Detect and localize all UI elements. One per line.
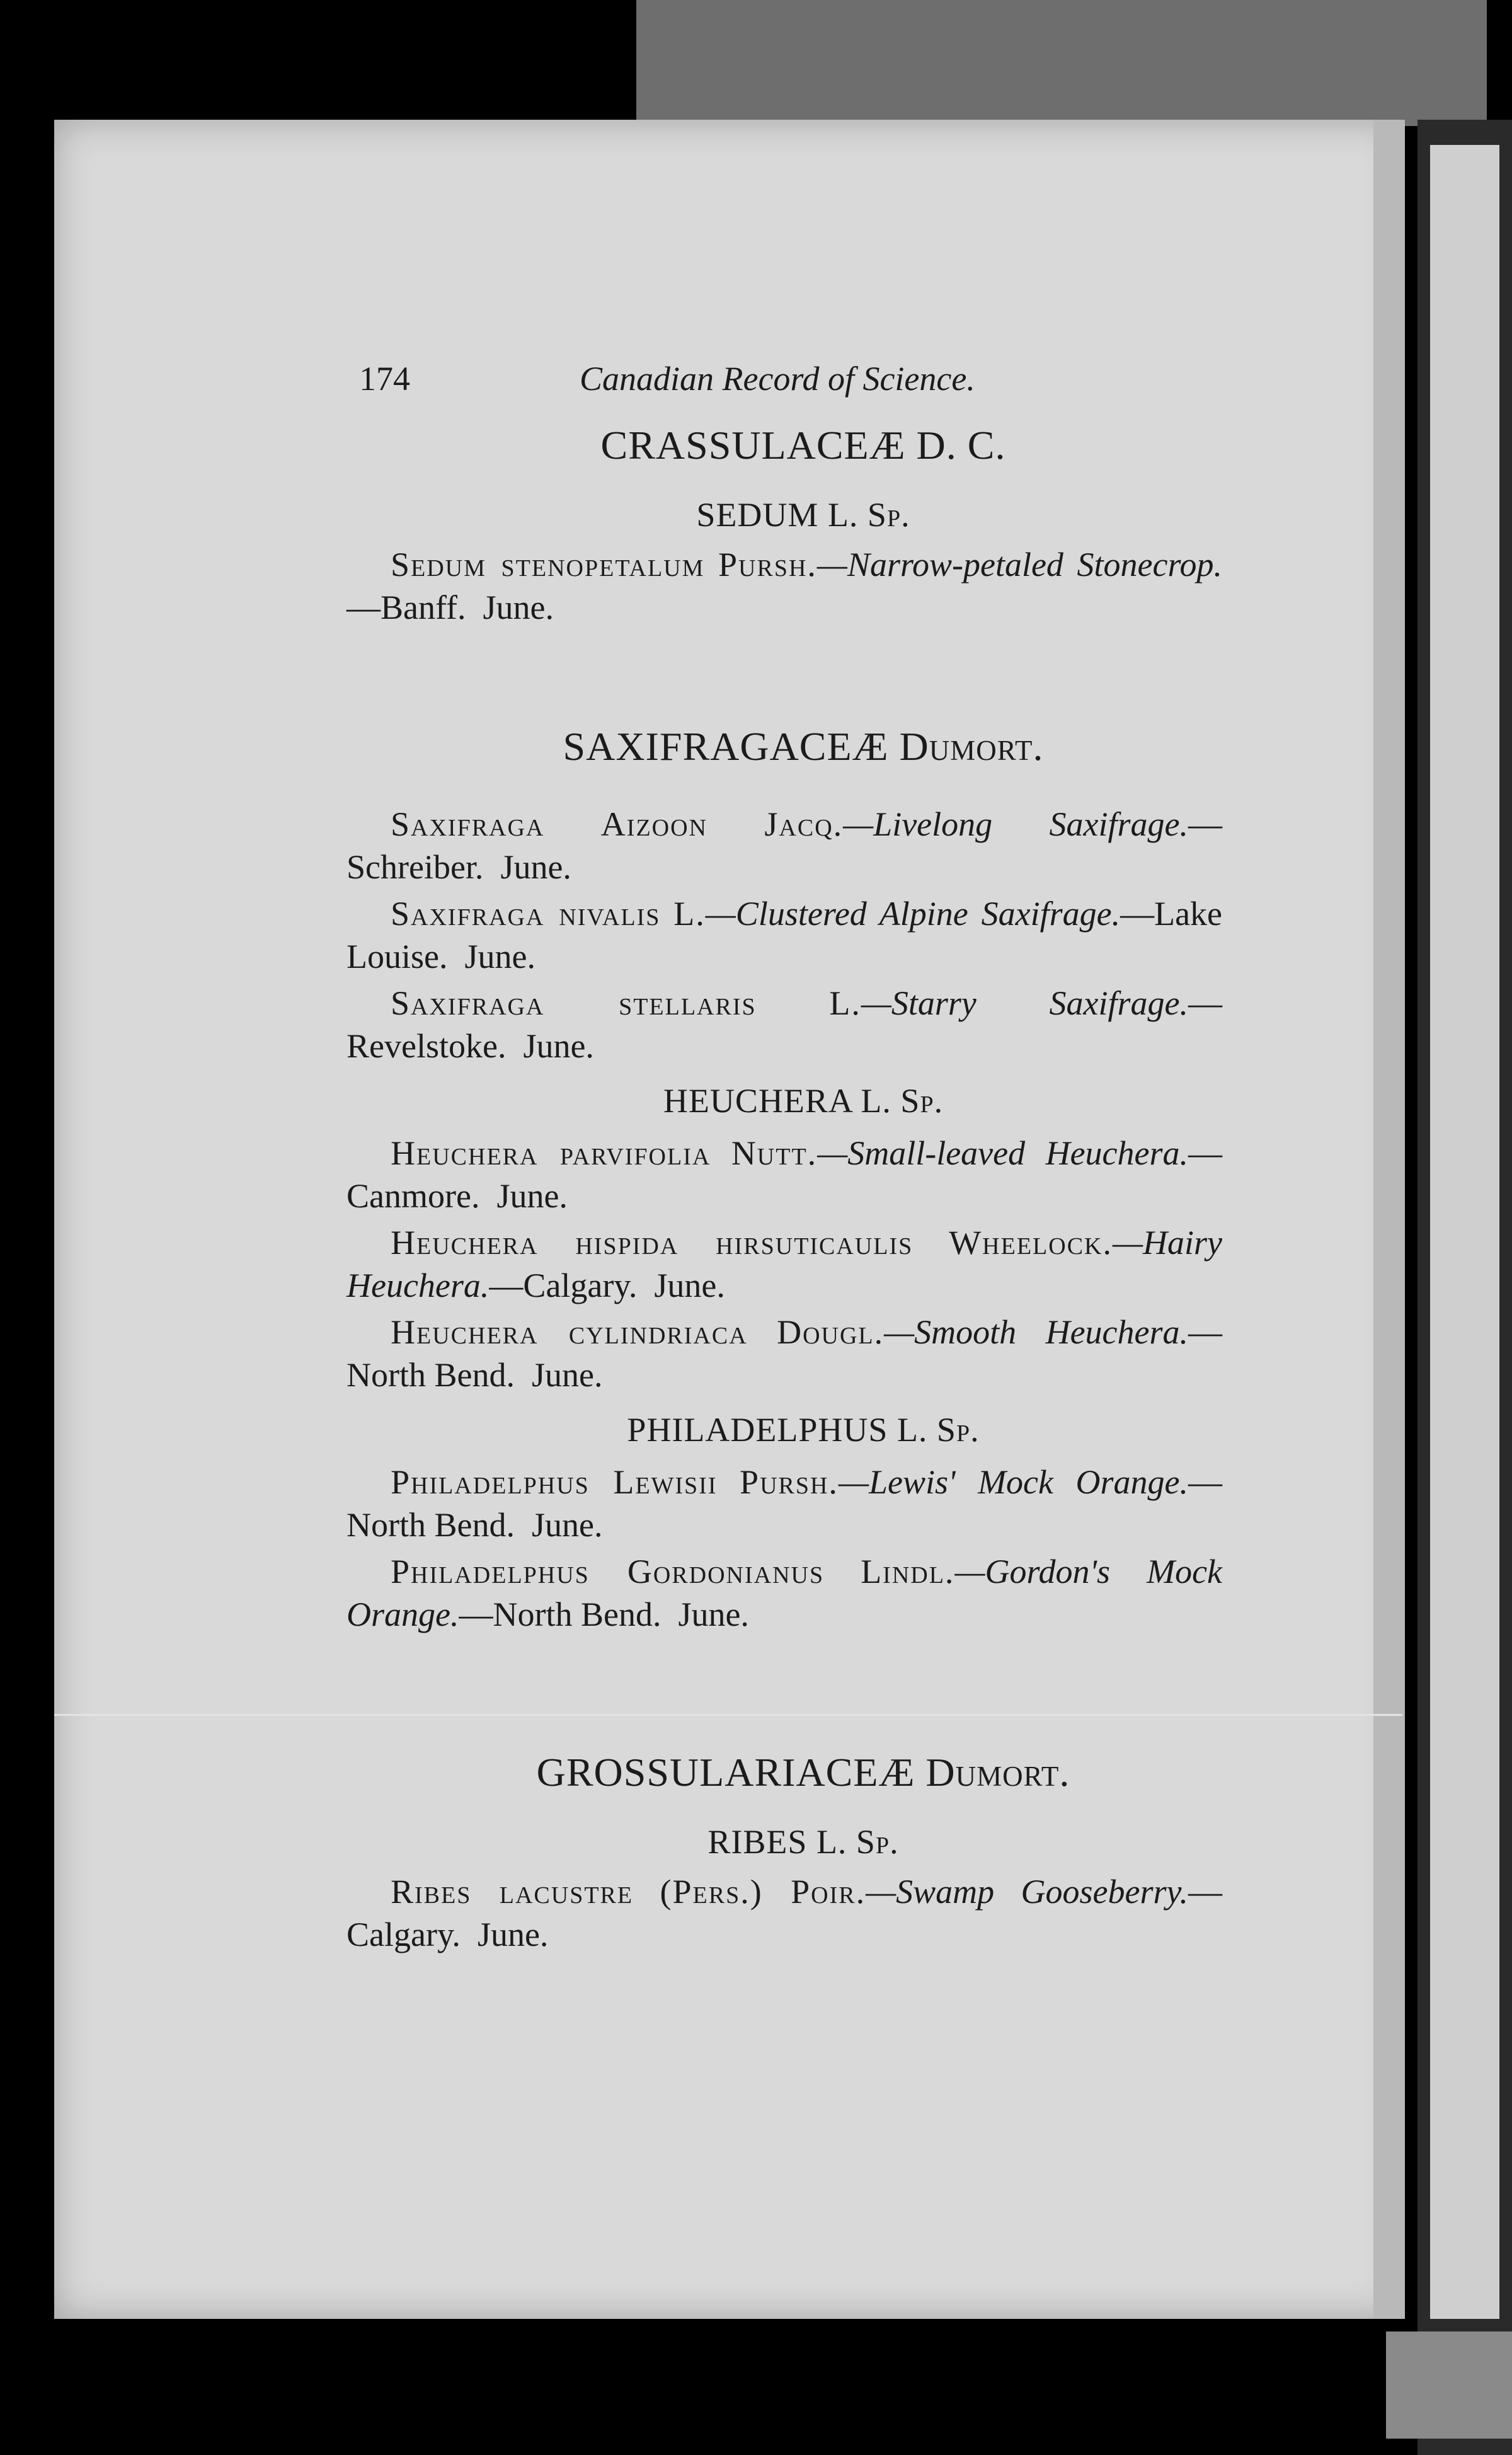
species-name: Philadelphus Lewisii [391, 1463, 718, 1501]
species-entry [346, 1870, 1222, 1956]
species-entry [346, 982, 1222, 1067]
locality: —Schreiber. [346, 805, 1223, 886]
genus-name: RIBES [707, 1823, 808, 1861]
month: June. [654, 1267, 725, 1304]
species-authority: L. [829, 984, 861, 1022]
species-authority: Dougl. [777, 1313, 885, 1351]
genus-heading [384, 495, 1222, 534]
family-heading [384, 1749, 1222, 1796]
month: June. [496, 1177, 568, 1215]
species-name: Ribes lacustre [391, 1873, 634, 1911]
species-authority: Pursh. [718, 546, 817, 584]
genus-authority: L. Sp. [827, 496, 910, 534]
month: June. [477, 1916, 549, 1953]
genus-name: PHILADELPHUS [627, 1411, 888, 1449]
species-authority: L. [673, 895, 706, 933]
month: June. [678, 1595, 749, 1633]
common-name: —Swamp Gooseberry. [866, 1873, 1189, 1911]
page-gutter [1373, 120, 1405, 2319]
locality: —North Bend. [346, 1463, 1222, 1544]
common-name: —Hairy Heuchera. [346, 1224, 1222, 1304]
common-name: —Gordon's Mock Orange. [346, 1553, 1223, 1633]
scanner-bottom-strip [1386, 2331, 1512, 2439]
locality: —North Bend. [346, 1313, 1223, 1394]
species-entry [346, 543, 1222, 629]
species-entry [346, 1461, 1222, 1546]
species-authority: Lindl. [861, 1553, 955, 1590]
month: June. [531, 1506, 603, 1544]
genus-name: HEUCHERA [663, 1082, 852, 1120]
month: June. [531, 1356, 603, 1394]
locality: —Revelstoke. [346, 984, 1223, 1065]
species-entry [346, 1221, 1222, 1307]
locality: —Canmore. [346, 1134, 1223, 1215]
species-authority: (Pers.) Poir. [660, 1873, 866, 1911]
genus-heading [384, 1081, 1222, 1120]
page-text [346, 340, 1222, 1956]
family-name: GROSSULARIACEÆ [536, 1750, 915, 1795]
locality: —North Bend. [459, 1595, 662, 1633]
scanner-top-strip [636, 0, 1487, 126]
species-name: Saxifraga Aizoon [391, 805, 707, 843]
species-name: Heuchera hispida hirsuticaulis [391, 1224, 914, 1262]
month: June. [483, 589, 554, 626]
species-entry [346, 1550, 1222, 1636]
species-authority: Jacq. [764, 805, 844, 843]
common-name: —Small-leaved Heuchera. [817, 1134, 1189, 1172]
family-heading [384, 422, 1222, 469]
species-authority: Nutt. [731, 1134, 818, 1172]
family-authority: D. C. [916, 423, 1006, 468]
journal-title: Canadian Record of Science. [580, 360, 975, 398]
genus-authority: L. Sp. [816, 1823, 899, 1861]
species-name: Heuchera cylindriaca [391, 1313, 748, 1351]
species-name: Philadelphus Gordonianus [391, 1553, 825, 1590]
common-name: —Narrow-petaled Stonecrop. [816, 546, 1222, 584]
common-name: —Livelong Saxifrage. [843, 805, 1189, 843]
species-entry [346, 892, 1222, 978]
month: June. [500, 848, 571, 886]
species-entry [346, 1311, 1222, 1396]
family-authority: Dumort. [899, 724, 1044, 769]
family-name: SAXIFRAGACEÆ [563, 724, 889, 769]
common-name: —Lewis' Mock Orange. [838, 1463, 1188, 1501]
species-entry [346, 1132, 1222, 1217]
species-entry [346, 803, 1222, 888]
running-head [346, 340, 1222, 397]
locality: —Lake Louise. [346, 895, 1222, 975]
family-authority: Dumort. [925, 1750, 1070, 1795]
species-name: Saxifraga stellaris [391, 984, 757, 1022]
locality: —Calgary. [489, 1267, 638, 1304]
page-number: 174 [359, 360, 410, 398]
family-heading [384, 723, 1222, 770]
species-name: Heuchera parvifolia [391, 1134, 711, 1172]
species-authority: Wheelock. [949, 1224, 1113, 1262]
species-name: Saxifraga nivalis [391, 895, 661, 933]
genus-heading [384, 1410, 1222, 1449]
month: June. [523, 1027, 594, 1065]
species-authority: Pursh. [740, 1463, 839, 1501]
common-name: —Smooth Heuchera. [884, 1313, 1189, 1351]
genus-heading [384, 1822, 1222, 1861]
genus-name: SEDUM [696, 496, 819, 534]
month: June. [464, 938, 536, 975]
common-name: —Clustered Alpine Saxifrage. [705, 895, 1121, 933]
common-name: —Starry Saxifrage. [861, 984, 1189, 1022]
facing-page-edge [1430, 145, 1499, 2319]
species-name: Sedum stenopetalum [391, 546, 705, 584]
family-name: CRASSULACEÆ [600, 423, 906, 468]
locality: —Banff. [346, 589, 466, 626]
genus-authority: L. Sp. [896, 1411, 980, 1449]
genus-authority: L. Sp. [861, 1082, 944, 1120]
locality: —Calgary. [346, 1873, 1223, 1953]
